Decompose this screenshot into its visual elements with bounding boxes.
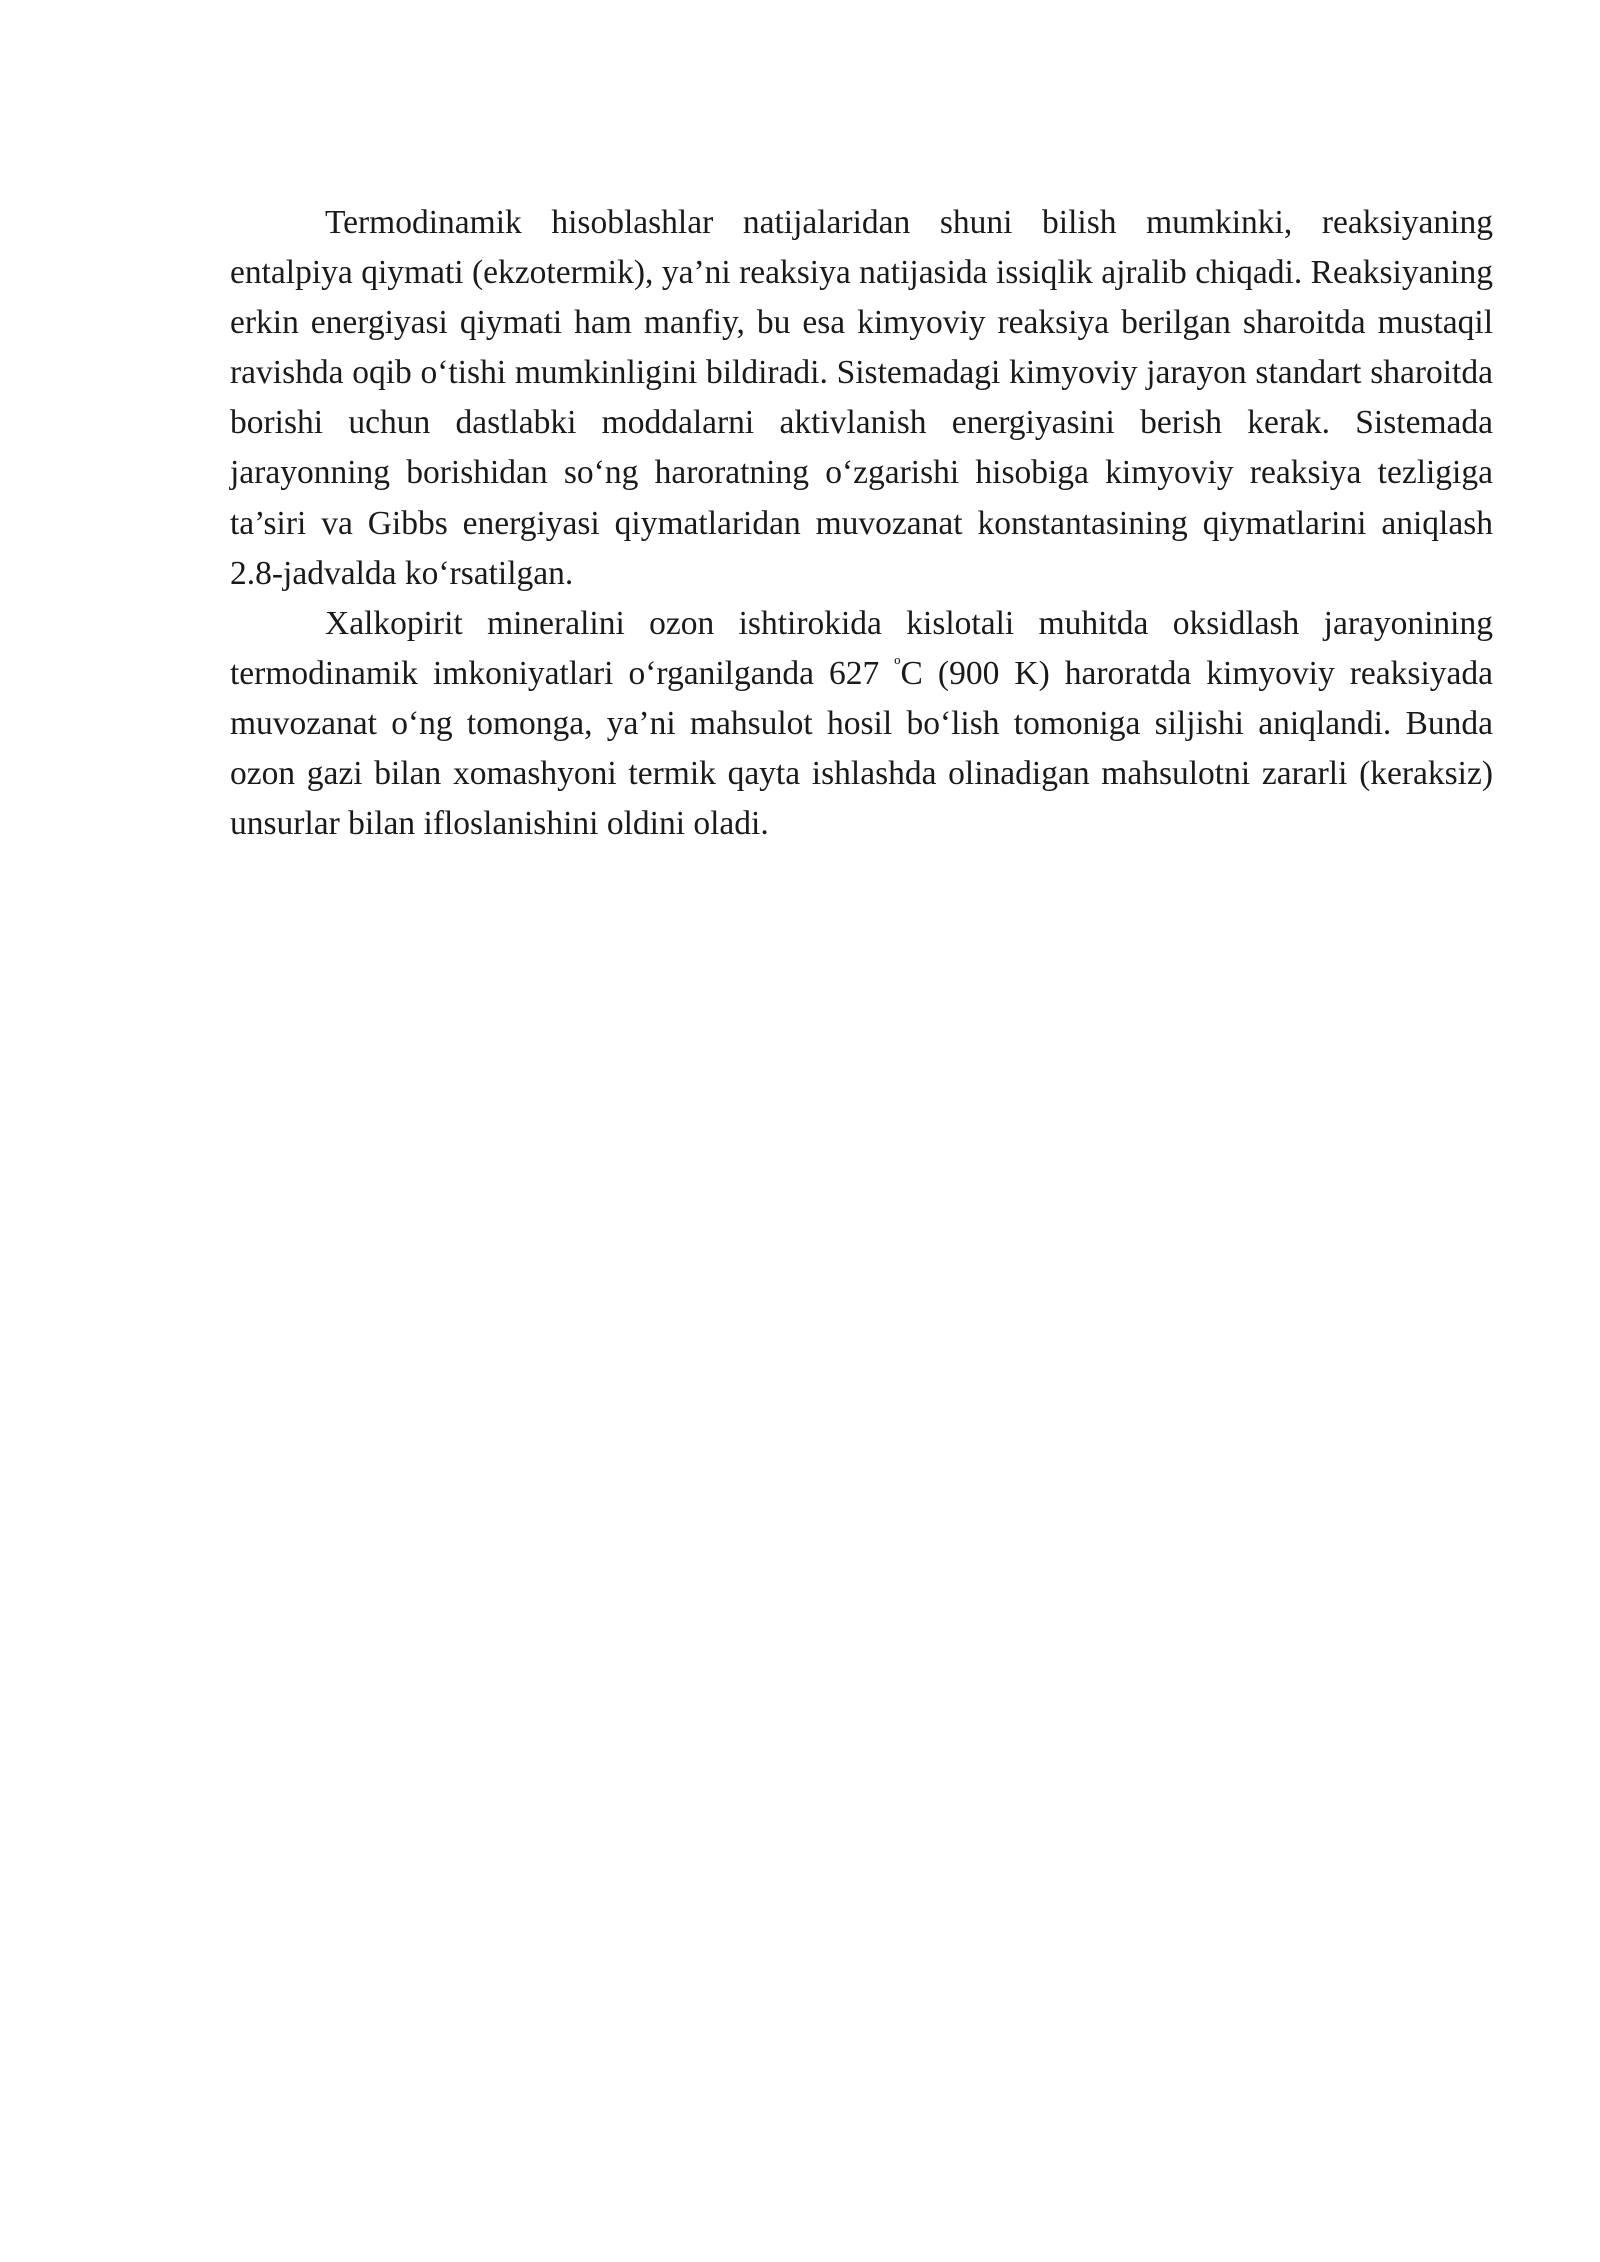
- body-text: [230, 198, 1493, 849]
- paragraph-text-part: Xalkopirit mineralini ozon ishtirokida kislotali muhitda oksidlash jarayonining termodinamik imkoniyatlari o‘rganilganda 627: [230, 604, 1493, 692]
- paragraph-chalcopyrite-oxidation: [230, 599, 1493, 849]
- paragraph-thermodynamic-calculations: Termodinamik hisoblashlar natijalaridan shuni bilish mumkinki, reaksiyaning entalpiya qiymati (ekzotermik), ya’ni reaksiya natijasida issiqlik ajralib chiqadi. Reaksiyaning erkin energiyasi qiymati ham manfiy, bu esa kimyoviy reaksiya berilgan sharoitda mustaqil ravishda oqib o‘tishi mumkinligini bildiradi. Sistemadagi kimyoviy jarayon standart sharoitda borishi uchun dastlabki moddalarni aktivlanish energiyasini berish kerak. Sistemada jarayonning borishidan so‘ng haroratning o‘zgarishi hisobiga kimyoviy reaksiya tezligiga ta’siri va Gibbs energiyasi qiymatlaridan muvozanat konstantasining qiymatlarini aniqlash 2.8-jadvalda ko‘rsatilgan.: [230, 204, 1493, 592]
- degree-mark: º: [894, 654, 901, 677]
- paragraph-text-part: C (900 K) haroratda kimyoviy reaksiyada muvozanat o‘ng tomonga, ya’ni mahsulot hosil bo‘lish tomoniga siljishi aniqlandi. Bunda ozon gazi bilan xomashyoni termik qayta ishlashda olinadigan mahsulotni zararli (keraksiz) unsurlar bilan ifloslanishini oldini oladi.: [230, 654, 1493, 843]
